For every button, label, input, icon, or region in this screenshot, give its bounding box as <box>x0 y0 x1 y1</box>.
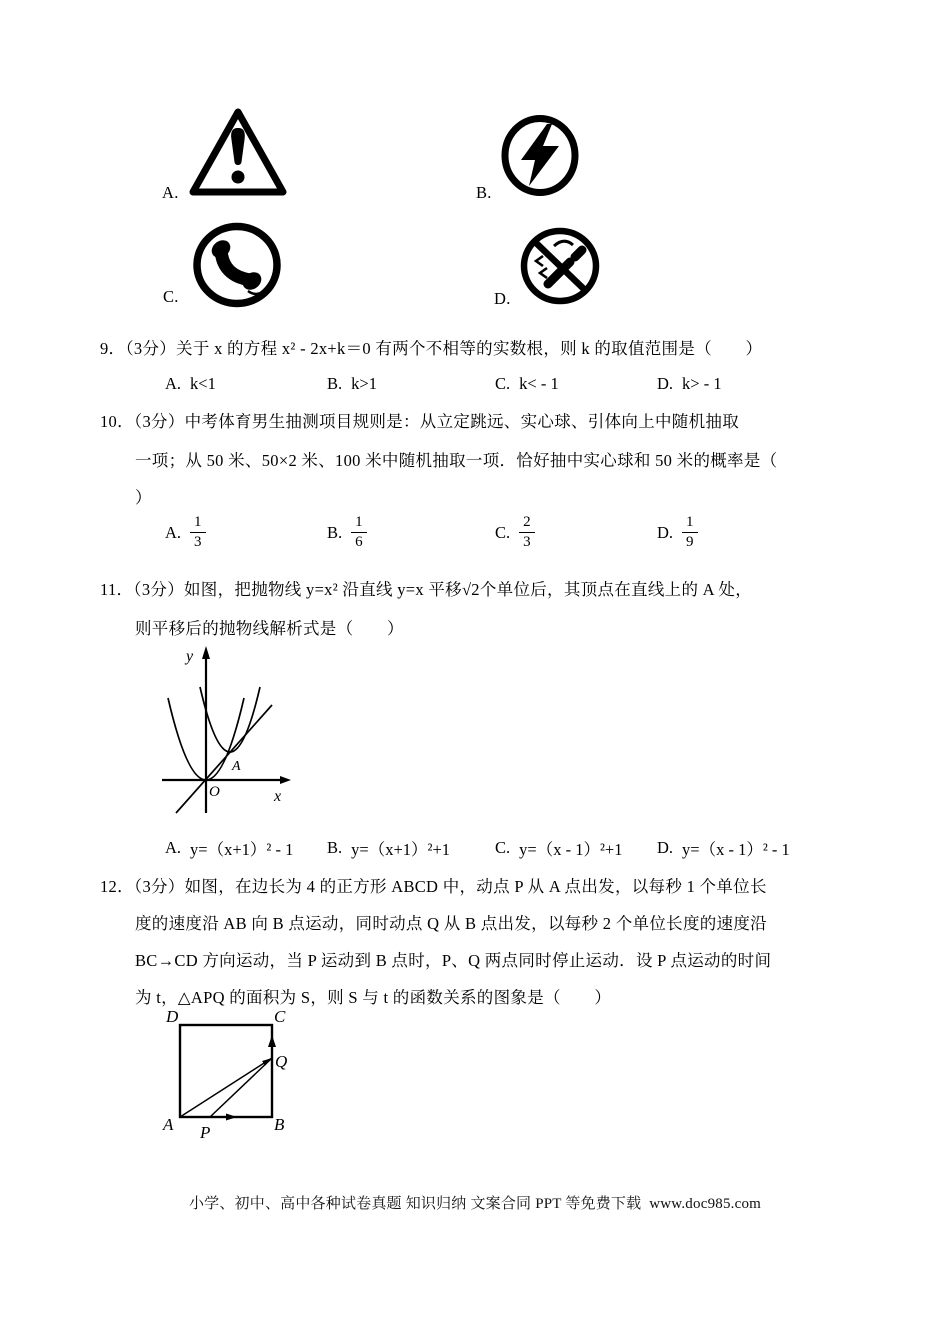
q11-option-c-text: y=（x - 1）²+1 <box>519 840 623 859</box>
graph-point-a-label: A <box>232 759 241 774</box>
q11-option-c-label: C. <box>495 838 511 857</box>
corner-b-label: B <box>274 1115 285 1134</box>
q10-option-c <box>495 515 535 550</box>
corner-a-label: A <box>163 1115 174 1134</box>
q11-option-b-text: y=（x+1）²+1 <box>351 840 451 859</box>
q10-option-a <box>165 515 206 550</box>
smoke-curl <box>554 241 573 246</box>
smoke-wave-2 <box>540 268 547 278</box>
question-12-text-line4: 为 t，△APQ 的面积为 S，则 S 与 t 的函数关系的图象是（ ） <box>135 988 612 1007</box>
q9-option-a-label: A. <box>165 374 182 393</box>
warning-triangle-icon <box>188 106 288 198</box>
question-10-text-line2: 一项；从 50 米、50×2 米、100 米中随机抽取一项．恰好抽中实心球和 50 米的概率是（ <box>135 451 778 470</box>
question-12-text-line1: 12．（3分）如图，在边长为 4 的正方形 ABCD 中，动点 P 从 A 点出发，以每秒 1 个单位长 <box>100 877 767 896</box>
fraction-numerator: 1 <box>194 514 202 530</box>
q11-option-b-label: B. <box>327 838 343 857</box>
telephone-circle-icon <box>192 222 282 308</box>
q9-option-b-text: k>1 <box>351 374 377 393</box>
q9-option-d-text: k> - 1 <box>682 374 722 393</box>
segment-a-to-q <box>180 1058 272 1117</box>
question-9-text: 9．（3分）关于 x 的方程 x² - 2x+k＝0 有两个不相等的实数根，则 k 的取值范围是（ ） <box>100 339 763 358</box>
y-axis-arrowhead <box>202 646 210 659</box>
q11-option-a <box>165 836 293 860</box>
q9-option-d-label: D. <box>657 374 674 393</box>
lightning-circle-icon <box>500 113 580 198</box>
corner-c-label: C <box>274 1007 286 1026</box>
download-site-footer: 小学、初中、高中各种试卷真题 知识归纳 文案合同 PPT 等免费下载 www.doc985.com <box>188 1196 762 1212</box>
question-11-text-line1: 11．（3分）如图，把抛物线 y=x² 沿直线 y=x 平移√2个单位后，其顶点在直线上的 A 处， <box>100 580 753 599</box>
q10-option-c-fraction <box>519 515 535 550</box>
icon-option-d-label: D. <box>494 289 511 308</box>
fraction-denominator: 3 <box>190 532 206 550</box>
question-12-text-line2: 度的速度沿 AB 向 B 点运动，同时动点 Q 从 B 点出发，以每秒 2 个单位长度的速度沿 <box>135 914 767 933</box>
fraction-numerator: 1 <box>686 514 694 530</box>
exclamation-dot <box>232 171 245 184</box>
x-axis-arrowhead <box>280 776 291 784</box>
q9-option-b-label: B. <box>327 374 343 393</box>
segment-p-to-q <box>210 1058 272 1117</box>
smoke-wave-1 <box>536 256 543 266</box>
p-motion-arrowhead <box>226 1114 237 1121</box>
icon-option-b-label: B. <box>476 183 492 202</box>
q9-option-c <box>495 374 559 394</box>
q11-option-a-label: A. <box>165 838 182 857</box>
circle-outline <box>197 227 277 304</box>
no-smoking-icon <box>518 226 602 306</box>
exclamation-bar <box>231 128 245 165</box>
q9-option-c-text: k< - 1 <box>519 374 559 393</box>
point-p-label: P <box>200 1123 211 1142</box>
icon-option-a-label: A. <box>162 183 179 202</box>
question-10-text-line1: 10．（3分）中考体育男生抽测项目规则是：从立定跳远、实心球、引体向上中随机抽取 <box>100 412 739 431</box>
q10-option-d <box>657 515 698 550</box>
q10-option-d-label: D. <box>657 522 674 542</box>
q11-option-d-label: D. <box>657 838 674 857</box>
question-12-text-line3: BC→CD 方向运动，当 P 运动到 B 点时，P、Q 两点同时停止运动．设 P 点运动的时间 <box>135 951 772 970</box>
point-q-label: Q <box>275 1052 288 1071</box>
question-11-text-line2: 则平移后的抛物线解析式是（ ） <box>135 619 404 638</box>
q10-option-a-fraction <box>190 515 206 550</box>
corner-d-label: D <box>166 1007 179 1026</box>
line-y-equals-x <box>176 705 272 813</box>
fraction-denominator: 6 <box>351 532 367 550</box>
square-abcd-diagram <box>156 1002 296 1142</box>
q10-option-b <box>327 515 367 550</box>
icon-option-c-label: C. <box>163 287 179 306</box>
fraction-numerator: 1 <box>355 514 363 530</box>
parabola-graph <box>148 643 306 821</box>
q10-option-c-label: C. <box>495 522 511 542</box>
q11-option-d-text: y=（x - 1）² - 1 <box>682 840 790 859</box>
lightning-bolt <box>521 124 559 186</box>
q10-option-d-fraction <box>682 515 698 550</box>
q10-option-a-label: A. <box>165 522 182 542</box>
q11-option-d <box>657 836 790 860</box>
q-motion-arrowhead <box>268 1035 276 1047</box>
handset-cord <box>248 291 264 294</box>
parabola-shifted-curve <box>200 687 260 752</box>
q11-option-a-text: y=（x+1）² - 1 <box>190 840 294 859</box>
fraction-denominator: 9 <box>682 532 698 550</box>
q10-option-b-label: B. <box>327 522 343 542</box>
q9-option-a <box>165 374 216 394</box>
q9-option-c-label: C. <box>495 374 511 393</box>
q9-option-d <box>657 374 722 394</box>
q10-option-b-fraction <box>351 515 367 550</box>
fraction-numerator: 2 <box>523 514 531 530</box>
graph-origin-label: O <box>209 784 220 800</box>
q9-option-a-text: k<1 <box>190 374 216 393</box>
q9-option-b <box>327 374 377 394</box>
question-10-text-line3: ） <box>135 488 152 507</box>
graph-x-label: x <box>274 788 282 805</box>
graph-y-label: y <box>186 648 194 665</box>
cigarette-filter <box>575 250 582 257</box>
q11-option-b <box>327 836 450 860</box>
fraction-denominator: 3 <box>519 532 535 550</box>
q11-option-c <box>495 836 622 860</box>
